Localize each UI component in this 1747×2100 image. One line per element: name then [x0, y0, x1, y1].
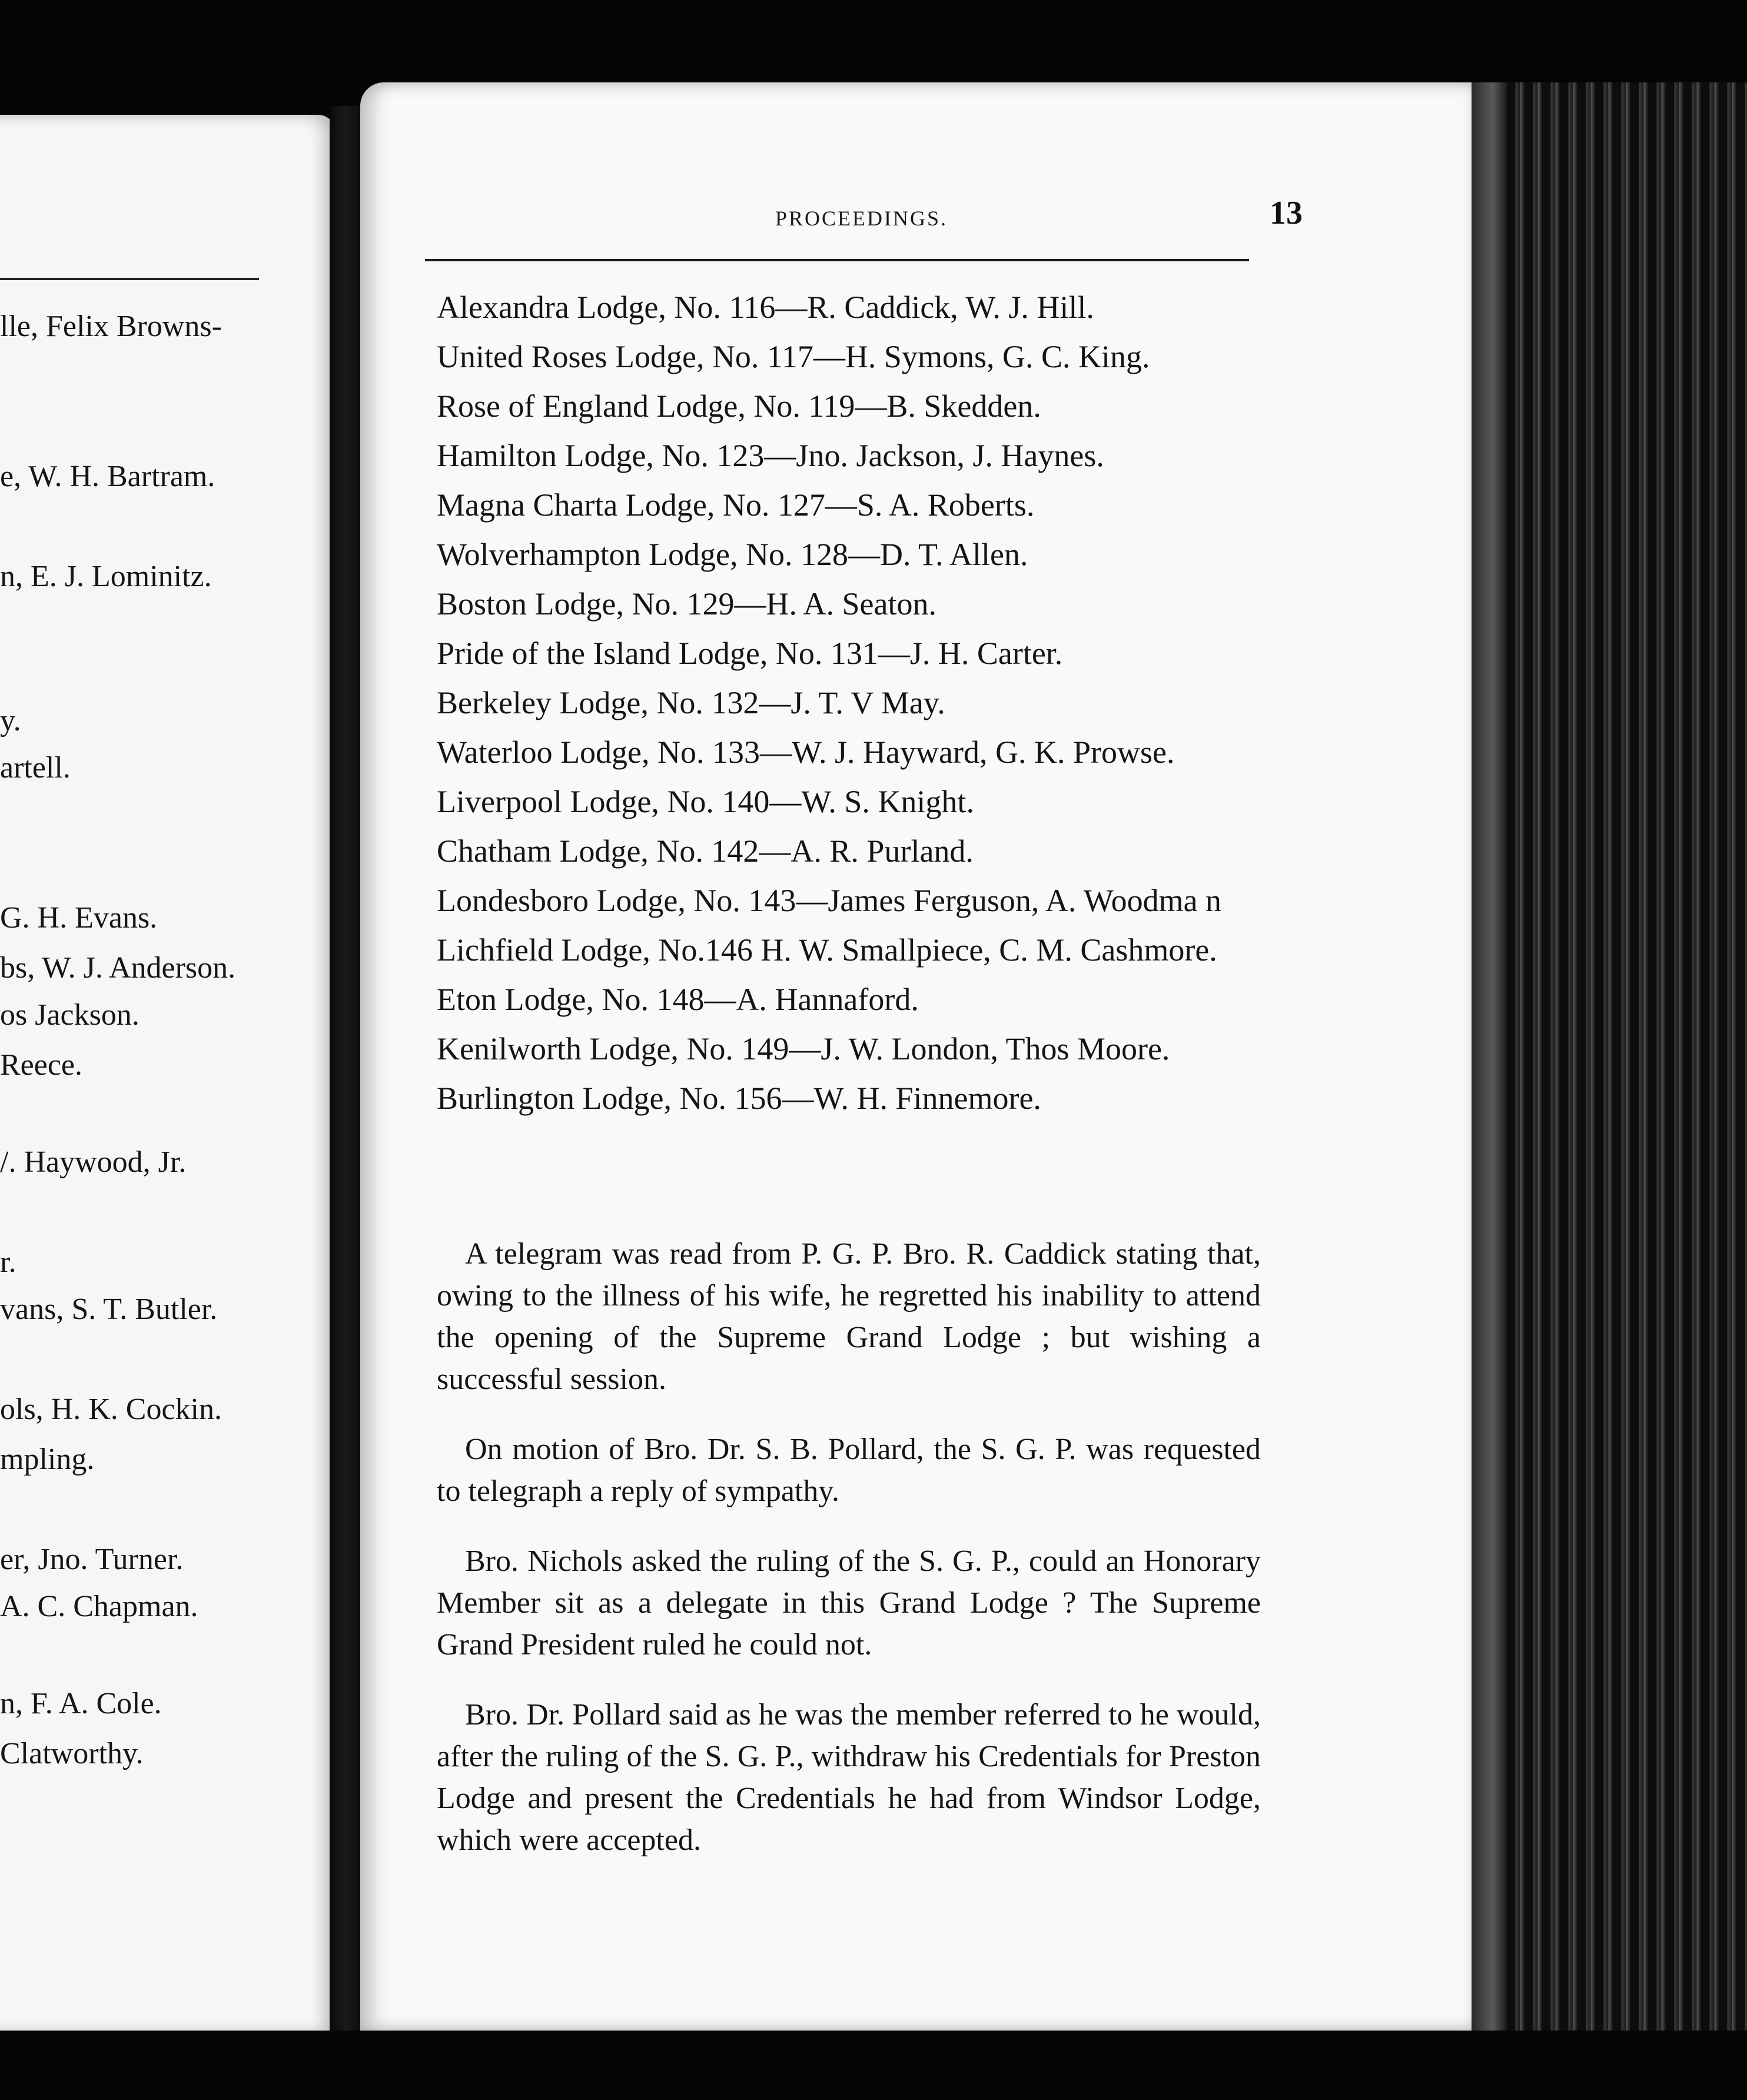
left-page: [0, 115, 336, 2033]
lodge-entry: Berkeley Lodge, No. 132—J. T. V May.: [437, 685, 945, 720]
lodge-entry: Chatham Lodge, No. 142—A. R. Purland.: [437, 833, 974, 869]
lodge-entry: Lichfield Lodge, No.146 H. W. Smallpiece, C. M. Cashmore.: [437, 932, 1217, 968]
page-number: 13: [1270, 195, 1303, 231]
left-page-line: /. Haywood, Jr.: [0, 1145, 187, 1179]
paragraph-telegram: A telegram was read from P. G. P. Bro. R. Caddick stating that, owing to the illness of his wife, he regretted his inability to attend the opening of the Supreme Grand Lodge ; but wishing a successful session.: [437, 1237, 1261, 1396]
left-page-line: y.: [0, 704, 21, 737]
paragraph-ruling: Bro. Nichols asked the ruling of the S. G. P., could an Honorary Member sit as a delegate in this Grand Lodge ? The Supreme Grand President ruled he could not.: [437, 1544, 1261, 1662]
left-page-line: er, Jno. Turner.: [0, 1543, 184, 1576]
lodge-entry: Liverpool Lodge, No. 140—W. S. Knight.: [437, 784, 974, 819]
lodge-entry: United Roses Lodge, No. 117—H. Symons, G. C. King.: [437, 339, 1150, 374]
left-page-line: artell.: [0, 751, 71, 785]
left-page-line: os Jackson.: [0, 998, 140, 1032]
left-page-line: bs, W. J. Anderson.: [0, 951, 236, 985]
book-fore-edge: [1472, 82, 1747, 2042]
lodge-entry: Pride of the Island Lodge, No. 131—J. H. Carter.: [437, 636, 1063, 671]
left-page-line: lle, Felix Browns-: [0, 310, 222, 343]
left-page-line: A. C. Chapman.: [0, 1590, 198, 1623]
left-page-text: [0, 115, 336, 2033]
lodge-entry: Hamilton Lodge, No. 123—Jno. Jackson, J. Haynes.: [437, 438, 1104, 473]
lodge-entry: Londesboro Lodge, No. 143—James Ferguson, A. Woodma n: [437, 883, 1222, 918]
book-gutter: [330, 106, 365, 2042]
proceedings-text: [437, 1233, 1261, 1889]
running-head: PROCEEDINGS.: [775, 207, 948, 230]
lodge-entry: Eton Lodge, No. 148—A. Hannaford.: [437, 982, 919, 1017]
paragraph-credentials: Bro. Dr. Pollard said as he was the member referred to he would, after the ruling of the S. G. P., withdraw his Credentials for Preston Lodge and present the Credentials he had from Windsor Lodge, which were accepted.: [437, 1698, 1261, 1857]
lodge-entry: Alexandra Lodge, No. 116—R. Caddick, W. J. Hill.: [437, 290, 1094, 325]
book-fore-edge-highlight: [1472, 82, 1507, 2042]
lodge-entry: Magna Charta Lodge, No. 127—S. A. Roberts.: [437, 487, 1035, 523]
lodge-entry: Rose of England Lodge, No. 119—B. Skedden.: [437, 388, 1041, 424]
lodge-entry: Kenilworth Lodge, No. 149—J. W. London, Thos Moore.: [437, 1031, 1170, 1066]
paragraph-motion: On motion of Bro. Dr. S. B. Pollard, the S. G. P. was requested to telegraph a reply of sympathy.: [437, 1433, 1261, 1508]
left-page-line: r.: [0, 1245, 16, 1279]
left-page-line: n, E. J. Lominitz.: [0, 560, 212, 593]
page-header: [360, 194, 1479, 241]
left-page-line: Clatworthy.: [0, 1737, 144, 1770]
lodge-delegate-list: [437, 283, 1261, 1123]
scan-background-top: [0, 0, 1747, 88]
left-page-line: n, F. A. Cole.: [0, 1687, 162, 1720]
header-rule: [425, 259, 1249, 261]
lodge-entry: Burlington Lodge, No. 156—W. H. Finnemore.: [437, 1081, 1041, 1116]
right-page: [360, 82, 1479, 2031]
lodge-entry: Boston Lodge, No. 129—H. A. Seaton.: [437, 586, 936, 622]
left-page-line: ols, H. K. Cockin.: [0, 1393, 222, 1426]
left-page-line: mpling.: [0, 1443, 95, 1476]
left-page-line: Reece.: [0, 1048, 83, 1082]
lodge-entry: Wolverhampton Lodge, No. 128—D. T. Allen.: [437, 537, 1028, 572]
lodge-entry: Waterloo Lodge, No. 133—W. J. Hayward, G. K. Prowse.: [437, 735, 1175, 770]
scan-background-bottom: [0, 2031, 1747, 2100]
left-page-line: G. H. Evans.: [0, 901, 158, 935]
left-page-line: e, W. H. Bartram.: [0, 460, 215, 493]
left-page-line: vans, S. T. Butler.: [0, 1292, 218, 1326]
